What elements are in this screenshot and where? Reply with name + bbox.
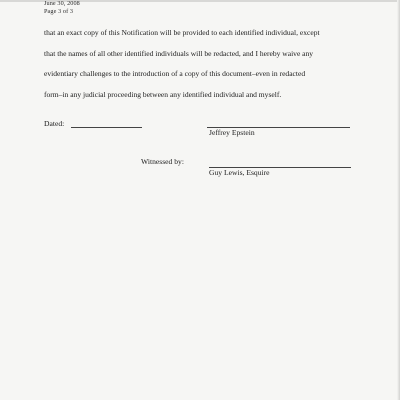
body-line: that the names of all other identified individuals will be redacted, and I hereby waive any (44, 48, 314, 58)
page-header (44, 0, 80, 15)
body-line: form–in any judicial proceeding between any identified individual and myself. (44, 89, 282, 99)
witness-name: Guy Lewis, Esquire (209, 168, 270, 177)
signer-name: Jeffrey Epstein (209, 128, 255, 137)
header-date: June 30, 2008 (44, 0, 80, 7)
body-paragraph (44, 23, 364, 105)
dated-label: Dated: (44, 119, 65, 128)
header-page-number: Page 3 of 3 (44, 7, 74, 15)
body-line: that an exact copy of this Notification will be provided to each identified individual, except (44, 28, 320, 37)
witnessed-by-label: Witnessed by: (141, 157, 184, 166)
dated-blank-line (71, 127, 142, 128)
body-line: evidentiary challenges to the introduction of a copy of this document–even in redacted (44, 69, 306, 78)
